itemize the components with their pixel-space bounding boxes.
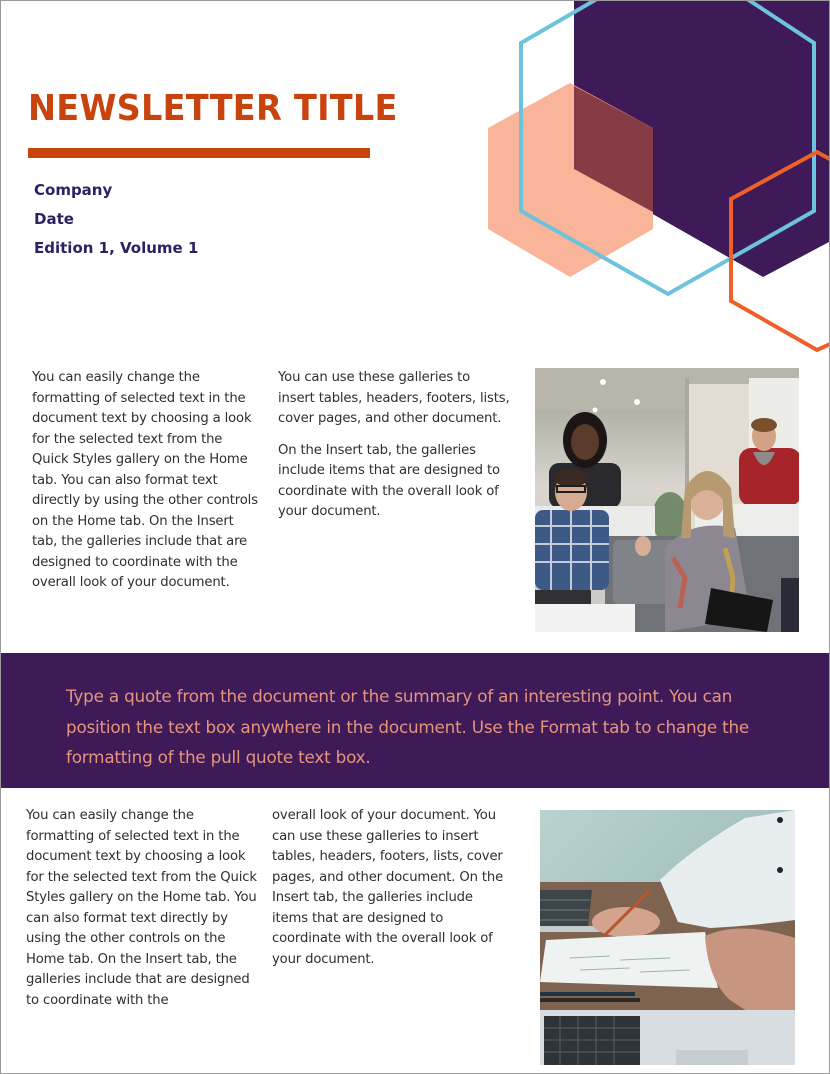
hands-writing-photo	[540, 810, 795, 1065]
body-paragraph: You can easily change the formatting of selected text in the document text by choosing a look for the selected text from the Quick Styles gallery on the Home tab. You can also format text directly by using the other controls on the Home tab. On the Insert tab, the galleries include that are designed to coordinate with the overall look of your document.	[32, 370, 258, 590]
body-paragraph: You can easily change the formatting of selected text in the document text by choosing a look for the selected text from the Quick Styles gallery on the Home tab. You can also format text directly by using the other controls on the Home tab. On the Insert tab, the galleries include that are designed to coordinate with the	[26, 808, 257, 1008]
body-paragraph: overall look of your document. You can use these galleries to insert tables, headers, footers, lists, cover pages, and other document. On the Insert tab, the galleries include items that are designed to coordinate with the overall look of your document.	[272, 808, 504, 967]
hexagon-decoration	[481, 1, 830, 361]
body-paragraph: On the Insert tab, the galleries include items that are designed to coordinate with the overall look of your document.	[278, 442, 500, 519]
section1-column2	[278, 368, 510, 534]
section2-column2	[272, 806, 510, 981]
issue-date: Date	[34, 210, 74, 228]
team-meeting-image	[535, 368, 799, 632]
title-underline-bar	[28, 148, 370, 158]
edition-volume: Edition 1, Volume 1	[34, 239, 199, 257]
pull-quote-text[interactable]: Type a quote from the document or the summary of an interesting point. You can position the text box anywhere in the document. Use the Format tab to change the formatting of the pull quote text box.	[66, 686, 750, 767]
section2-column1	[26, 806, 260, 1022]
section1-column1	[32, 368, 260, 605]
team-meeting-photo	[535, 368, 799, 632]
company-name: Company	[34, 181, 113, 199]
hands-writing-image	[540, 810, 795, 1065]
body-paragraph: You can use these galleries to insert tables, headers, footers, lists, cover pages, and other document.	[278, 370, 510, 426]
newsletter-title: NEWSLETTER TITLE	[28, 88, 398, 129]
newsletter-meta	[34, 176, 198, 263]
